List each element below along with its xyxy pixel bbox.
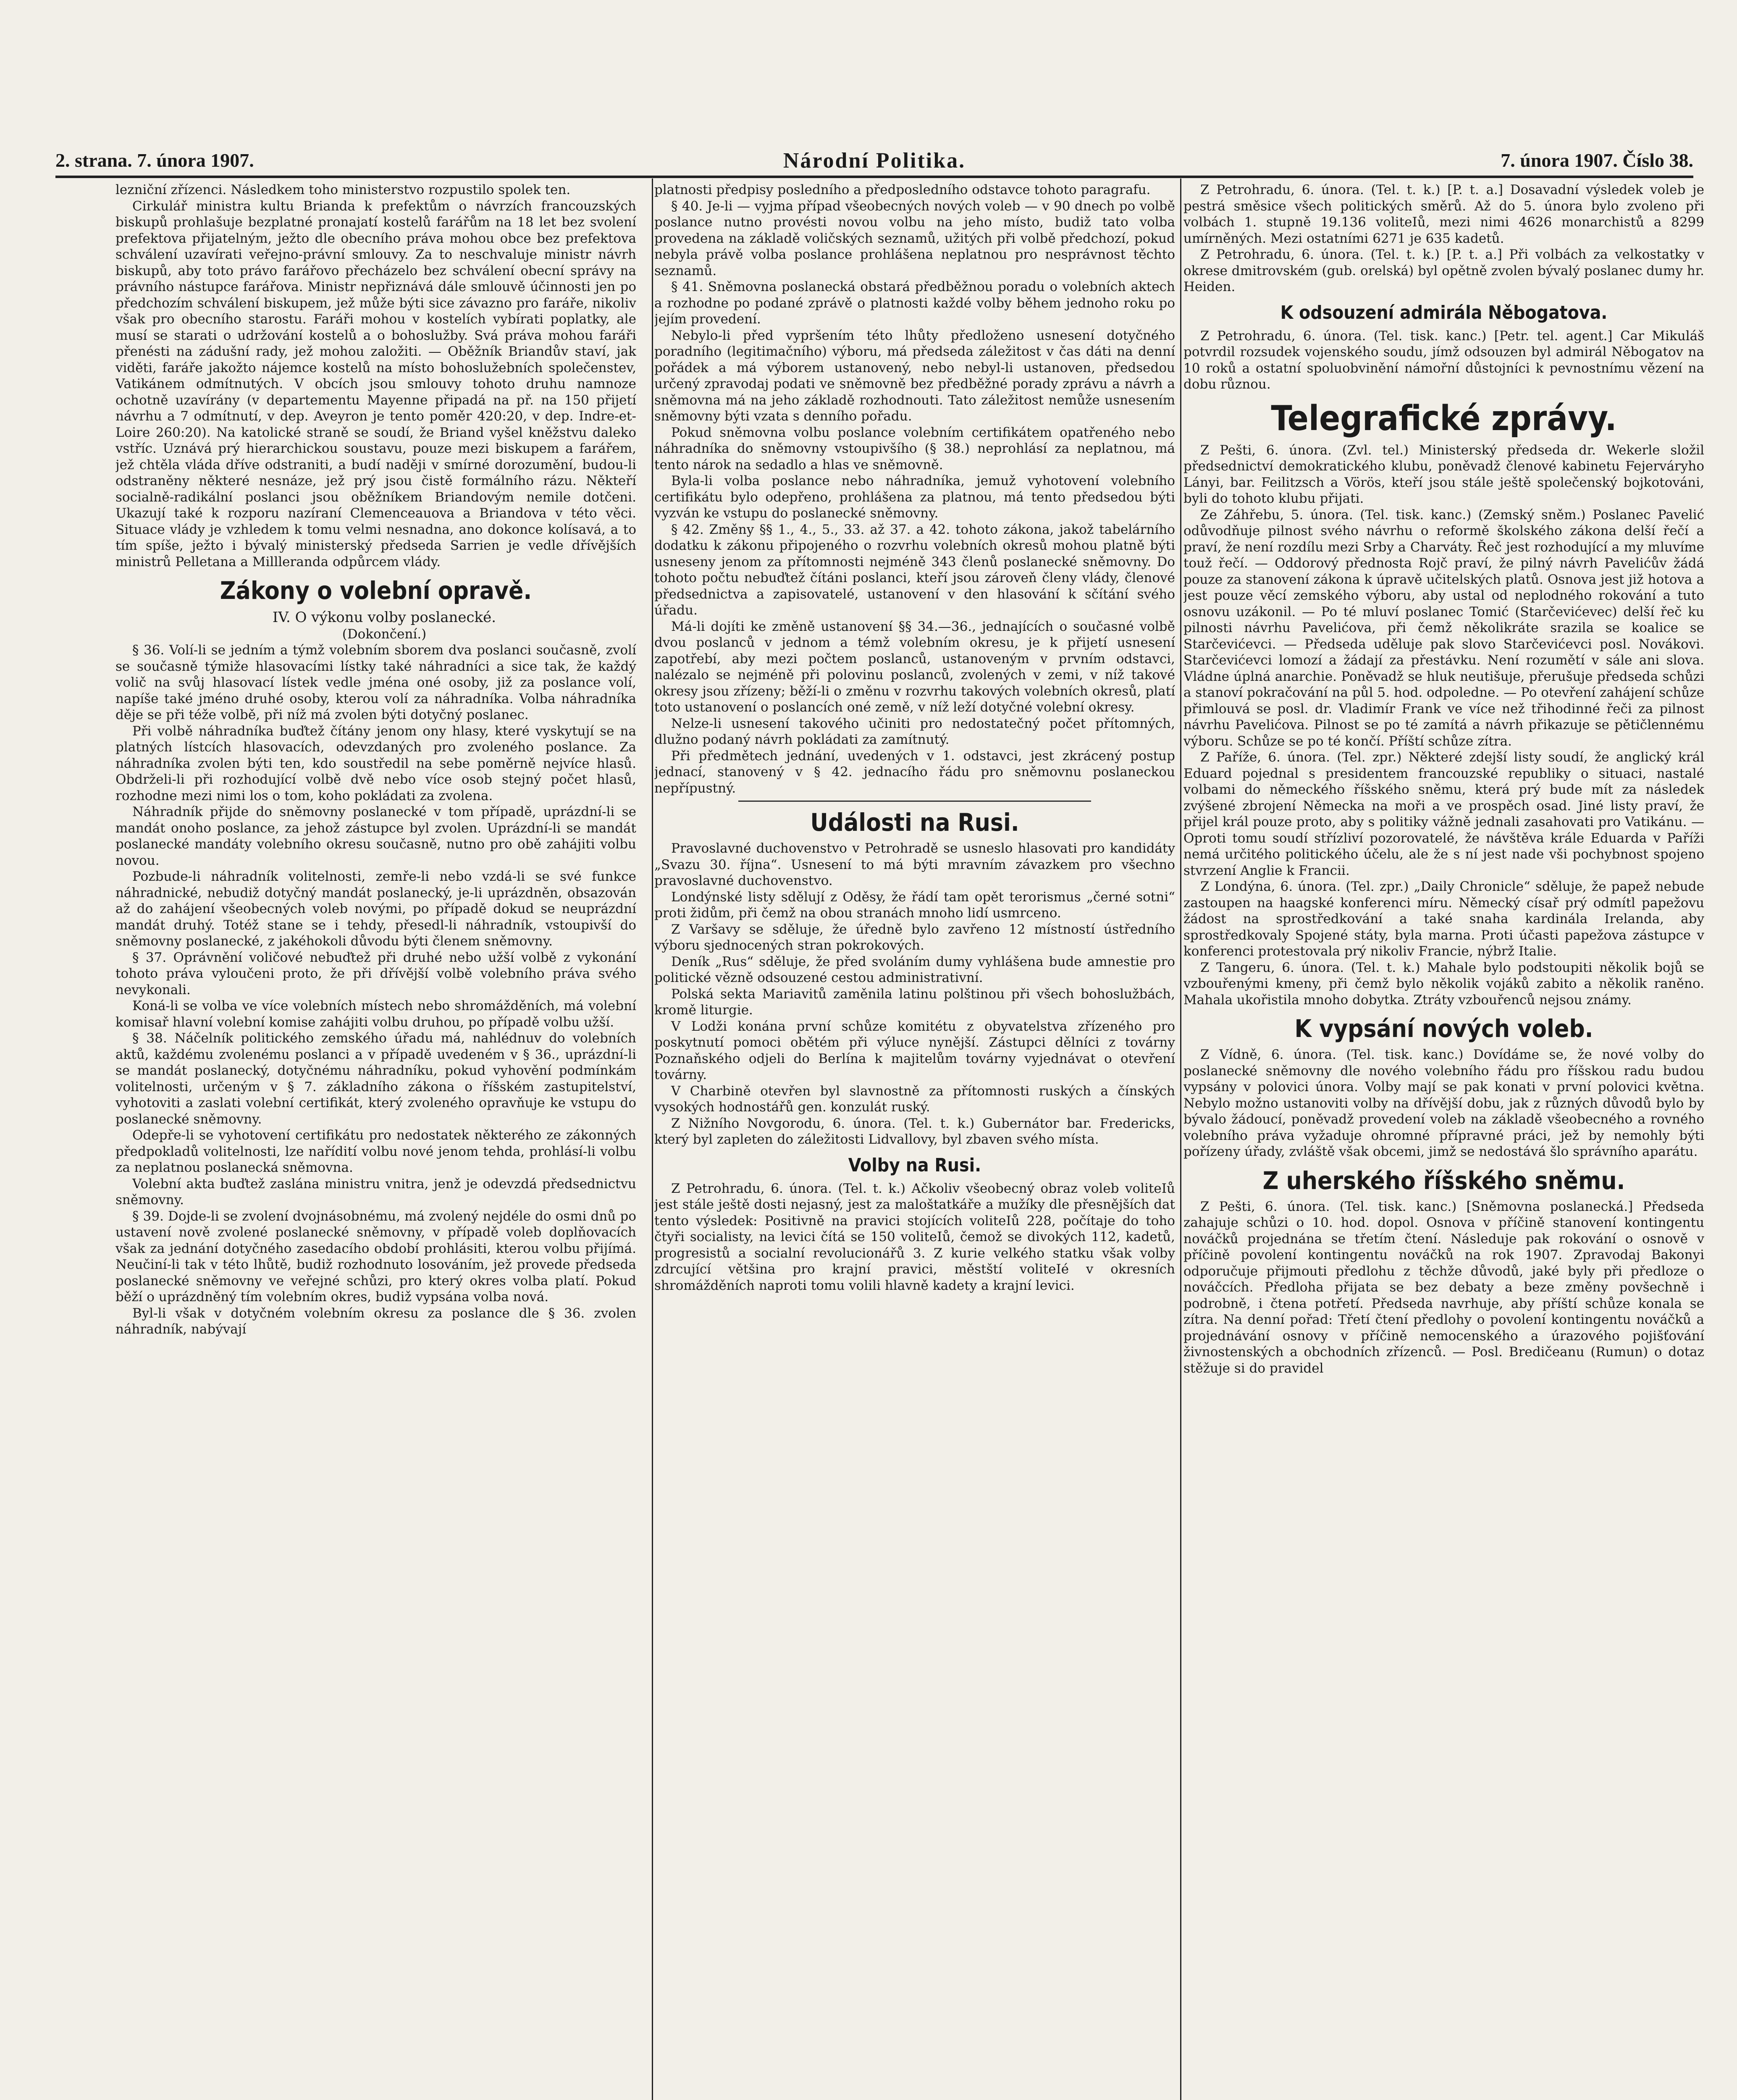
- article-text: Pokud sněmovna volbu poslance volebním certifikátem opatřeného nebo náhradníka do sněmovny vstoupivšího (§ 38.) neprohlásí za neplatnou, má tento nárok na sedadlo a hlas ve sněmovně.: [654, 425, 1175, 472]
- article-text: § 42. Změny §§ 1., 4., 5., 33. až 37. a 42. tohoto zákona, jakož tabelárního dodatku k zákonu připojeného o rozvrhu volebních okresů mohou platně býti usneseny jenom za přítomnosti nejméně 343 členů poslanecké sněmovny. Do tohoto počtu nebuďtež čítáni poslanci, kteří jsou zároveň členy vlády, členové předsednictva a zapisovatelé, ustanovení v den hlasování k sčítání svého úřadu.: [654, 522, 1175, 618]
- article-text: V Charbině otevřen byl slavnostně za přítomnosti ruských a čínských vysokých hodnostářů gen. konzulát ruský.: [654, 1083, 1175, 1115]
- headline-elections-russia: Volby na Rusi.: [848, 1154, 981, 1176]
- article-text: Náhradník přijde do sněmovny poslanecké v tom případě, uprázdní-li se mandát onoho poslance, za jehož zástupce byl zvolen. Uprázdní-li se mandát poslanecké mandáty volebního okresu současně, nutno pro obě zahájiti volbu novou.: [115, 804, 636, 868]
- header-page-date: 2. strana. 7. února 1907.: [55, 150, 254, 171]
- article-text: lezniční zřízenci. Následkem toho ministerstvo rozpustilo spolek ten.: [115, 182, 571, 197]
- headline-election-reform: Zákony o volební opravě.: [220, 576, 532, 605]
- article-text: § 39. Dojde-li se zvolení dvojnásobnému, má zvolený nejdéle do osmi dnů po ustavení nově zvolené poslanecké sněmovny, v případě voleb doplňovacích však za jednání dotyčného zasedacího období prohlásiti, kterou volbu přijímá. Neučiní-li tak v této lhůtě, budiž rozhodnuto losováním, jež provede předseda poslanecké sněmovny ve veřejné schůzi, pro který okres volba platí. Pokud běží o uprázdněný tím volebním okres, budiž vypsána volba nová.: [115, 1208, 636, 1305]
- article-text: Z Tangeru, 6. února. (Tel. t. k.) Mahale bylo podstoupiti několik bojů se vzbouřenými kmeny, při čemž bylo několik vojáků zabito a několik raněno. Mahala ukořistila mnoho dobytka. Ztráty vzbouřenců nejsou známy.: [1183, 960, 1704, 1008]
- article-text: Z Petrohradu, 6. února. (Tel. t. k.) [P. t. a.] Dosavadní výsledek voleb je pestrá směsice všech politických směrů. Až do 5. února bylo zvoleno při volbách 1. stupně 19.136 voliteIů, mezi nimi 4626 monarchistů a 8299 umírněných. Mezi ostatními 6271 je 635 kadetů.: [1183, 182, 1704, 246]
- article-text: Pozbude-li náhradník volitelnosti, zemře-li nebo vzdá-li se své funkce náhradnické, nebudiž dotyčný mandát poslanecký, je-li uprázdněn, obsazován až do zahájení všeobecných voleb novými, po případě dokud se neuprázdní mandát druhý. Totéž stane se i tehdy, přesedl-li náhradník, vstoupivší do sněmovny poslanecké, z jakéhokoli důvodu býti členem sněmovny.: [115, 869, 636, 949]
- article-text: Má-li dojíti ke změně ustanovení §§ 34.—36., jednajících o současné volbě dvou poslanců v jednom a témž volebním okresu, je k přijetí usnesení zapotřebí, aby mezi počtem poslanců, ustanoveným v prvním odstavci, nalézalo se nejméně při polovinu poslanců, zvolených v zemi, v níž takové okresy jsou zřízeny; běží-li o změnu v rozvrhu takových volebních okresů, platí toto ustanovení o poslancích oné země, v níž leží dotyčné volební okresy.: [654, 619, 1175, 715]
- article-text: Z Petrohradu, 6. února. (Tel. tisk. kanc.) [Petr. tel. agent.] Car Mikuláš potvrdil rozsudek vojenského soudu, jímž odsouzen byl admirál Něbogatov na 10 roků a ostatní spoluobvinění námořní důstojníci k pevnostnímu vězení na dobu různou.: [1183, 328, 1704, 392]
- header-rule: [55, 176, 1693, 178]
- headline-events-in-russia: Události na Rusi.: [810, 808, 1019, 837]
- article-text: Deník „Rus“ sděluje, že před svoláním dumy vyhlášena bude amnestie pro politické vězně odsouzené cestou administrativní.: [654, 954, 1175, 985]
- article-text: Ze Záhřebu, 5. února. (Tel. tisk. kanc.) (Zemský sněm.) Poslanec Pavelić odůvodňuje pilnost svého návrhu o reformě školského zákona delší řečí a praví, že není rozdílu mezi Srby a Charváty. Řeč jest rozhodující a my mluvíme touž řečí. — Oddorový přednosta Rojč praví, že pilný návrh Pavelićův žádá pouze za stanovení zákona k úpravě učitelských platů. Osnova jest již hotova a jest pouze věcí zemského výboru, aby ustal od neplodného rokování a tuto osnovu uzákonil. — Po té mluví poslanec Tomić (Starčevićevec) delší řeč ku pilnosti návrhu Pavelićova, při čemž několikráte srazila se koalice se Starčevićevci. — Předseda uděluje pak slovo Starčevićevci posl. Novákovi. Starčevićevci lomozí a žádají za přestávku. Není rozumětí v sále ani slova. Vládne úplná anarchie. Poněvadž se hluk neutišuje, přerušuje předseda schůzi a stanoví pokračování na půl 5. hod. odpoledne. — Po otevření zahájení schůze přimlouvá se posl. dr. Vladimír Frank ve více než třihodinné řeči za pilnost návrhu Pavelićova. Pilnost se po té zamítá a návrh přikazuje se pětičlennému výboru. Schůze se po té končí. Příští schůze zítra.: [1183, 507, 1704, 749]
- article-text: Z Vídně, 6. února. (Tel. tisk. kanc.) Dovídáme se, že nové volby do poslanecké sněmovny dle nového volebního řádu pro říšskou radu budou vypsány v polovici února. Volby mají se pak konati v první polovici května. Nebylo možno ustanoviti volby na dřívější dobu, jak z různých důvodů bylo by bývalo žádoucí, poněvadž provedení voleb na základě všeobecného a rovného volebního práva vyžaduje ohromné přípravné práci, jež by nemohly býti pořízeny úřady, zvláště však obcemi, jimž se nedostává šlo správního aparátu.: [1183, 1047, 1704, 1159]
- article-text: § 37. Oprávnění voličové nebuďtež při druhé nebo užší volbě z vykonání tohoto práva vyloučeni proto, že při dřívější volbě volebního práva svého nevykonali.: [115, 950, 636, 998]
- page-header: [55, 149, 1693, 174]
- article-text: Nebylo-li před vypršením této lhůty předloženo usnesení dotyčného poradního (legitimačního) výboru, má předseda záležitost v čas dáti na denní pořádek a má výborem ustanovený, nebo nebyl-li ustanoven, předsedou určený zpravodaj podati ve sněmovně bez předběžné porady zprávu a návrh a sněmovna má na jeho základě rozhodnouti. Tato záležitost nemůže usnesením sněmovny býti vzata s denního pořadu.: [654, 328, 1175, 424]
- article-text: Londýnské listy sdělují z Oděsy, že řádí tam opět terorismus „černé sotni“ proti židům, při čemž na obou stranách mnoho lidí usmrceno.: [654, 889, 1175, 921]
- header-issue-number: 7. února 1907. Číslo 38.: [1501, 150, 1693, 171]
- article-text: platnosti předpisy posledního a předposledního odstavce tohoto paragrafu.: [654, 182, 1151, 197]
- article-text: Byl-li však v dotyčném volebním okresu za poslance dle § 36. zvolen náhradník, nabývají: [115, 1305, 636, 1337]
- headline-telegraphic-news: Telegrafické zprávy.: [1271, 398, 1617, 438]
- article-text: Cirkulář ministra kultu Brianda k prefektům o návrzích francouzských biskupů prohlašuje bezplatné pronajatí kostelů farářům na 18 let bez svolení prefektova přijatelným, ježto dle obecního práva mohou obce bez prefektova schválení uzavírati veřejno-právní smlouvy. Za to neschvaluje ministr návrh biskupů, aby toto právo farářovo přecházelo bez schválení obecní správy na právního nástupce farářova. Ministr nepřiznává dále smlouvě účinnosti jen po předchozím schválení biskupem, jež může býti sice závazno pro faráře, nikoliv však pro obecního starostu. Faráři mohou v kostelích vybírati poplatky, ale musí se starati o udržování kostelů a o bohoslužby. Svá práva mohou faráři přenésti na zádušní rady, jež mohou založiti. — Oběžník Briandův staví, jak viděti, faráře jakožto nájemce kostelů na místo bohoslužebních společenstev, Vatikánem odmítnutých. V obcích jsou smlouvy tohoto druhu namnoze ochotně uzavírány (v departementu Mayenne připadá na př. na 150 přijetí návrhu a 7 odmítnutí, v dep. Aveyron je tento poměr 420:20, v dep. Indre-et-Loire 260:20). Na katolické straně se soudí, že Briand vyšel kněžstvu daleko vstříc. Uznává prý hierarchickou soustavu, pouze mezi biskupem a farářem, jež chtěla vláda dříve odstraniti, a budí naději v smírné dorozumění, budou-li odstraněny některé nesnáze, jež prý jsou čistě formálního rázu. Někteří socialně-radikální poslanci jsou oběžníkem Briandovým nemile dotčeni. Ukazují také k rozporu nazíraní Clemenceauova a Briandova v této věci. Situace vlády je vzhledem k tomu velmi nesnadna, ano dokonce kolísavá, a to tím spíše, ježto i bývalý ministerský předseda Sarrien je vedle dřívějších ministrů Pelletana a Millleranda odpůrcem vlády.: [115, 198, 636, 570]
- column-3: [1183, 182, 1704, 2100]
- headline-admiral-sentence: K odsouzení admirála Něbogatova.: [1280, 302, 1608, 323]
- article-text: Volební akta buďtež zaslána ministru vnitra, jenž je odevzdá předsednictvu sněmovny.: [115, 1176, 636, 1208]
- article-text: § 38. Náčelník politického zemského úřadu má, nahlédnuv do volebních aktů, každému zvolenému poslanci a v případě uvedeném v § 36., uprázdní-li se mandát poslanecký, dotyčnému náhradníku, pokud vyhovění podmínkám volitelnosti, určeným v § 7. základního zákona o říšském zastupitelství, vyhotoviti a zaslati volební certifikát, který zvoleného opravňuje ke vstupu do poslanecké sněmovny.: [115, 1031, 636, 1127]
- column-rule-1: [652, 178, 653, 2100]
- article-text: Nelze-li usnesení takového učiniti pro nedostatečný počet přítomných, dlužno podaný návrh pokládati za zamítnutý.: [654, 716, 1175, 747]
- headline-new-elections: K vypsání nových voleb.: [1294, 1014, 1593, 1043]
- article-text: § 40. Je-li — vyjma případ všeobecných nových voleb — v 90 dnech po volbě poslance nutno provésti novou volbu na jeho místo, budiž tato volba provedena na základě voličských seznamů, užitých při volbě předchozí, pokud nebyla právě volba poslance prohlášena neplatnou pro nesprávnost těchto seznamů.: [654, 198, 1175, 278]
- article-text: Pravoslavné duchovenstvo v Petrohradě se usneslo hlasovati pro kandidáty „Svazu 30. října“. Usnesení to má býti mravním závazkem pro všechno pravoslavné duchovenstvo.: [654, 841, 1175, 888]
- article-text: Z Londýna, 6. února. (Tel. zpr.) „Daily Chronicle“ sděluje, že papež nebude zastoupen na haagské konferenci míru. Německý císař prý odmítl papežovu žádost na sprostředkování a také snaha kardinála Irelanda, aby sprostředkovaly Spojené státy, byla marna. Proti účasti papežova zástupce v konferenci protestovala prý nikoliv Francie, nýbrž Italie.: [1183, 879, 1704, 959]
- article-text: Z Varšavy se sděluje, že úředně bylo zavřeno 12 místností ústředního výboru sjednocených stran pokrokových.: [654, 921, 1175, 953]
- article-text: Odepře-li se vyhotovení certifikátu pro nedostatek některého ze zákonných předpokladů volitelnosti, lze nařídití volbu nové jenom tehda, prohlásí-li volbu za neplatnou poslanecká sněmovna.: [115, 1128, 636, 1175]
- article-text: Při volbě náhradníka buďtež čítány jenom ony hlasy, které vyskytují se na platných lístcích hlasovacích, odevzdaných pro zvoleného poslance. Za náhradníka zvolen býti ten, kdo soustředil na sebe poměrně nejvíce hlasů. Obdrželi-li při rozhodující volbě dvě nebo více osob stejný počet hlasů, rozhodne mezi nimi los o tom, koho pokládati za zvolena.: [115, 723, 636, 803]
- masthead-title: Národní Politika.: [783, 149, 966, 173]
- article-text: Z Pešti, 6. února. (Tel. tisk. kanc.) [Sněmovna poslanecká.] Předseda zahajuje schůzi o 10. hod. dopol. Osnova v příčině stanovení kontingentu nováčků projednána se třetím čtení. Následuje pak rokování o osnově v příčině povolení kontingentu nováčků na rok 1907. Zpravodaj Bakonyi odporučuje přijmouti předlohu z těchže důvodů, jaké byly při předloze o nováčcích. Předloha přijata se bez debaty a beze změny povšechně i podrobně, i čtena potřetí. Předseda navrhuje, aby příští schůze konala se zítra. Na denní pořad: Třetí čtení předlohy o povolení kontingentu nováčků a projednávání osnovy v příčině nemocenského a úrazového pojišťování živnostenských a obchodních zřízenců. — Posl. Bredičeanu (Rumun) o dotaz stěžuje si do pravidel: [1183, 1199, 1704, 1376]
- headline-hungarian-diet: Z uherského říšského sněmu.: [1262, 1166, 1625, 1195]
- section-subtitle: IV. O výkonu volby poslanecké.: [272, 609, 496, 626]
- article-text: Byla-li volba poslance nebo náhradníka, jemuž vyhotovení volebního certifikátu bylo odepřeno, prohlášena za platnou, má tento předsedou býti vyzván ke vstupu do poslanecké sněmovny.: [654, 473, 1175, 521]
- column-rule-2: [1180, 178, 1181, 2100]
- article-text: § 36. Volí-li se jedním a týmž volebním sborem dva poslanci současně, zvolí se současně týmiže hlasovacími lístky také náhradníci a sice tak, že každý volič na svůj hlasovací lístek vedle jména oné osoby, již za poslance volí, napíše také jméno druhé osoby, kterou volí za náhradníka. Volba náhradníka děje se při téže volbě, při níž má zvolen býti dotyčný poslanec.: [115, 643, 636, 722]
- article-text: Při předmětech jednání, uvedených v 1. odstavci, jest zkrácený postup jednací, stanovený v § 42. jednacího řádu pro sněmovnu poslaneckou nepřípustný.: [654, 748, 1175, 796]
- section-continuation: (Dokončení.): [342, 627, 427, 642]
- article-text: Z Paříže, 6. února. (Tel. zpr.) Některé zdejší listy soudí, že anglický král Eduard pojednal s presidentem francouzské republiky o situaci, nastalé volbami do německého říšského sněmu, která prý bude mít za následek zvýšené zbrojení Německa na moři a ve prospěch osad. Jiné listy praví, že přijel král pouze proto, aby s politiky vážně jednali zasahovati pro Vatikánu. — Oproti tomu soudí střízliví pozorovatelé, že návštěva krále Eduarda v Paříži nemá určitého politického účelu, ale že s ní jest nade vši pochybnost spojeno stvrzení Anglie k Francii.: [1183, 750, 1704, 878]
- article-text: Z Pešti, 6. února. (Zvl. tel.) Ministerský předseda dr. Wekerle složil předsednictví demokratického klubu, poněvadž členové kabinetu Fejerváryho Lányi, bar. Feilitzsch a Vörös, kteří jsou stále ještě společenský bojkotováni, byli do tohoto klubu přijati.: [1183, 442, 1704, 506]
- article-text: Z Petrohradu, 6. února. (Tel. t. k.) [P. t. a.] Při volbách za velkostatky v okrese dmitrovském (gub. orelská) byl opětně zvolen bývalý poslanec dumy hr. Heiden.: [1183, 247, 1704, 294]
- article-text: Z Nižního Novgorodu, 6. února. (Tel. t. k.) Gubernátor bar. Fredericks, který byl zapleten do záležitosti Lidvallovy, byl zbaven svého místa.: [654, 1116, 1175, 1147]
- article-text: V Lodži konána první schůze komitétu z obyvatelstva zřízeného pro poskytnutí pomoci obětém při výluce nynější. Zástupci dělníci z továrny Poznaňského odjeli do Berlína k majitelům továrny vyjednávat o otevření továrny.: [654, 1018, 1175, 1082]
- column-2: [654, 182, 1175, 2100]
- article-text: § 41. Sněmovna poslanecká obstará předběžnou poradu o volebních aktech a rozhodne po podané zprávě o platnosti každé volby během jednoho roku po jejím provedení.: [654, 279, 1175, 327]
- article-text: Z Petrohradu, 6. února. (Tel. t. k.) Ačkoliv všeobecný obraz voleb voliteIů jest stále ještě dosti nejasný, jest za maloštatkáře a mužíky dle přesnějších dat tento výsledek: Positivně na pravici stojících voliteIů 228, počítaje do toho čtyři socialisty, na levici čítá se 150 voliteIů, čemož se divokých 112, kadetů, progresistů a socialní revolucionářů 3. Z kurie velkého statku však volby zdrcující většina pro krajní pravici, městští voliteIé v okresních shromážděních naproti tomu volili hlavně kadety a krajní levici.: [654, 1181, 1175, 1293]
- column-1: [115, 182, 636, 2100]
- article-text: Polská sekta Mariavitů zaměnila latinu polštinou při všech bohoslužbách, kromě liturgie.: [654, 986, 1175, 1018]
- section-divider: [738, 801, 1091, 802]
- article-text: Koná-li se volba ve více volebních místech nebo shromážděních, má volební komisař hlavní volební komise zahájiti volbu druhou, po případě volbu užší.: [115, 998, 636, 1030]
